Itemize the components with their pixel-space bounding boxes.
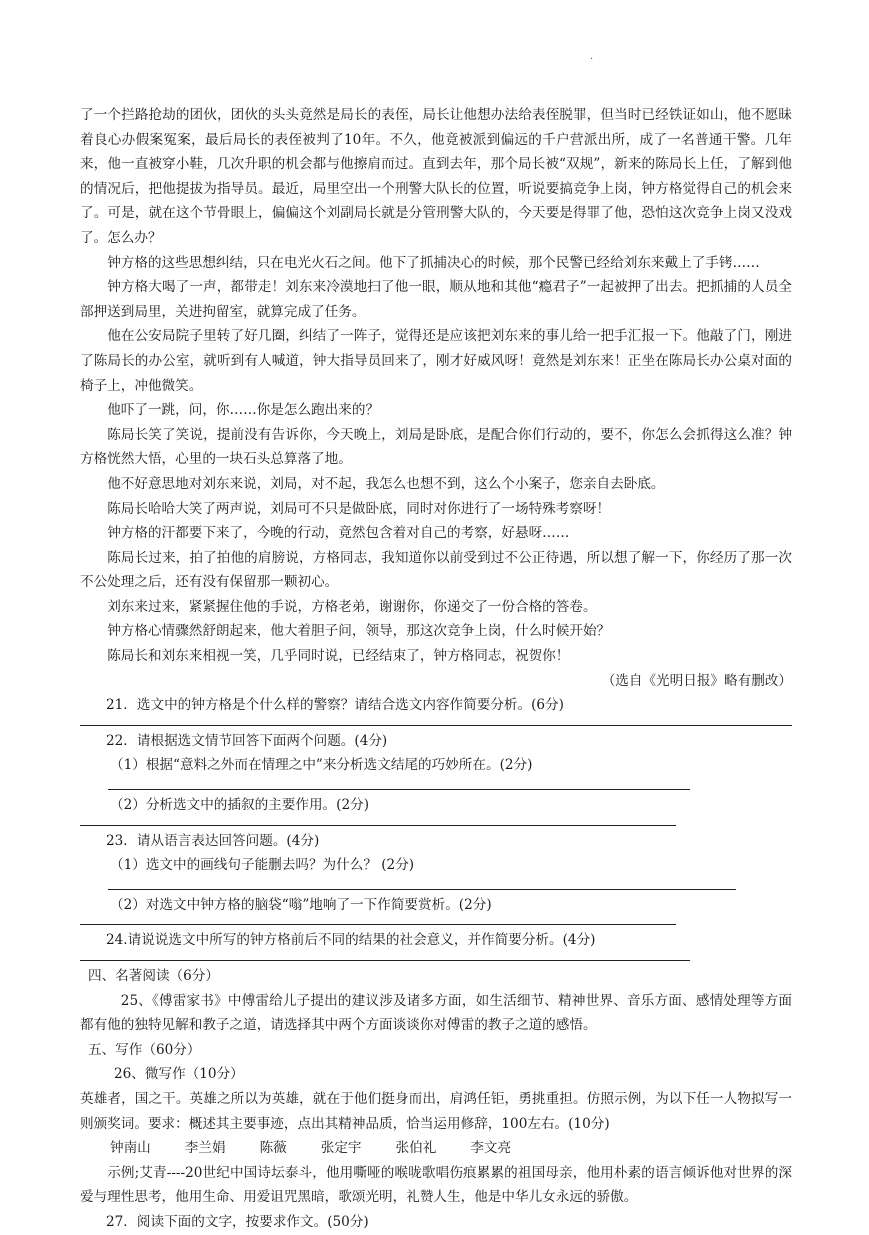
question-27: 27．阅读下面的文字，按要求作文。(50分) xyxy=(106,1213,369,1230)
story-paragraph-12: 钟方格心情骤然舒朗起来，他大着胆子问，领导，那这次竞争上岗，什么时候开始？ xyxy=(107,623,611,640)
hero-name: 张伯礼 xyxy=(395,1140,437,1157)
source-note: （选自《光明日报》略有删改） xyxy=(601,672,792,689)
question-21: 21．选文中的钟方格是个什么样的警察？请结合选文内容作简要分析。(6分) xyxy=(106,697,564,714)
example-award-text: 示例;艾青----20世纪中国诗坛泰斗，他用嘶哑的喉咙歌唱伤痕累累的祖国母亲，他用朴素的语言倾诉他对世界的深爱与理性思考，他用生命、用爱诅咒黑暗，歌颂光明，礼赞人生，他是中华儿女永远的骄傲。 xyxy=(80,1164,792,1206)
story-paragraph-3: 钟方格大喝了一声，都带走！刘东来冷漠地扫了他一眼，顺从地和其他“瘾君子”一起被押了出去。把抓捕的人员全部押送到局里，关进拘留室，就算完成了任务。 xyxy=(80,279,792,320)
question-22-2: （2）分析选文中的插叙的主要作用。(2分) xyxy=(110,797,369,814)
story-paragraph-8: 陈局长哈哈大笑了两声说，刘局可不只是做卧底，同时对你进行了一场特殊考察呀！ xyxy=(107,500,611,517)
answer-line-22-2[interactable] xyxy=(80,825,676,826)
hero-name: 陈薇 xyxy=(259,1140,287,1157)
story-paragraph-2: 钟方格的这些思想纠结，只在电光火石之间。他下了抓捕决心的时候，那个民警已经给刘东来戴上了手铐…… xyxy=(107,254,760,271)
story-paragraph-4: 他在公安局院子里转了好几圈，纠结了一阵子，觉得还是应该把刘东来的事儿给一把手汇报一下。他敲了门，刚进了陈局长的办公室，就听到有人喊道，钟大指导员回来了，刚才好威风呀！竟然是刘东来！正坐在陈局长办公桌对面的椅子上，冲他微笑。 xyxy=(80,328,792,394)
page-content xyxy=(80,103,792,1235)
section-4-title: 四、名著阅读（6分） xyxy=(88,968,219,984)
story-paragraph-10: 陈局长过来，拍了拍他的肩膀说，方格同志，我知道你以前受到过不公正待遇，所以想了解一下，你经历了那一次不公处理之后，还有没有保留那一颗初心。 xyxy=(80,549,792,591)
story-paragraph-1: 了一个拦路抢劫的团伙，团伙的头头竟然是局长的表侄，局长让他想办法给表侄脱罪，但当时已经铁证如山，他不愿昧着良心办假案冤案，最后局长的表侄被判了10年。不久，他竟被派到偏远的千户营派出所，成了一名普通干警。几年来，他一直被穿小鞋，几次升职的机会都与他擦肩而过。直到去年，那个局长被“双规”，新来的陈局长上任，了解到他的情况后，把他提拔为指导员。最近，局里空出一个刑警大队长的位置，听说要搞竞争上岗，钟方格觉得自己的机会来了。可是，就在这个节骨眼上，偏偏这个刘副局长就是分管刑警大队的，今天要是得罪了他，恐怕这次竞争上岗又没戏了。怎么办？ xyxy=(80,107,792,246)
hero-name: 张定宇 xyxy=(320,1140,362,1157)
story-paragraph-7: 他不好意思地对刘东来说，刘局，对不起，我怎么也想不到，这么个小案子，您亲自去卧底。 xyxy=(107,475,665,492)
hero-name: 李文亮 xyxy=(470,1140,512,1157)
hero-name: 钟南山 xyxy=(110,1140,151,1157)
question-22: 22．请根据选文情节回答下面两个问题。(4分) xyxy=(106,732,388,749)
story-paragraph-13: 陈局长和刘东来相视一笑，几乎同时说，已经结束了，钟方格同志，祝贺你！ xyxy=(107,648,570,665)
answer-line-22-1[interactable] xyxy=(108,789,690,790)
story-paragraph-9: 钟方格的汗都要下来了，今晚的行动，竟然包含着对自己的考察，好悬呀…… xyxy=(107,525,570,542)
answer-line-21[interactable] xyxy=(80,725,792,726)
answer-line-24[interactable] xyxy=(80,960,690,961)
question-23-1: （1）选文中的画线句子能删去吗？为什么？ (2分) xyxy=(110,857,415,874)
story-paragraph-11: 刘东来过来，紧紧握住他的手说，方格老弟，谢谢你，你递交了一份合格的答卷。 xyxy=(107,598,597,615)
question-25: 25、《傅雷家书》中傅雷给儿子提出的建议涉及诸多方面，如生活细节、精神世界、音乐方面、感情处理等方面都有他的独特见解和教子之道，请选择其中两个方面谈谈你对傅雷的教子之道的感悟。 xyxy=(80,992,792,1034)
story-paragraph-6: 陈局长笑了笑说，提前没有告诉你，今天晚上，刘局是卧底，是配合你们行动的，要不，你怎么会抓得这么准？钟方格恍然大悟，心里的一块石头总算落了地。 xyxy=(80,426,792,468)
story-paragraph-5: 他吓了一跳，问，你……你是怎么跑出来的？ xyxy=(107,402,380,419)
question-26-text: 英雄者，国之干。英雄之所以为英雄，就在于他们挺身而出，肩鸿任钜，勇挑重担。仿照示例，为以下任一人物拟写一则颁奖词。要求：概述其主要事迹，点出其精神品质，恰当运用修辞，100左右。(10分) xyxy=(80,1090,792,1132)
hero-name: 李兰娟 xyxy=(184,1140,226,1157)
question-23-2: （2）对选文中钟方格的脑袋“嗡”地响了一下作简要赏析。(2分) xyxy=(110,896,492,913)
question-26-title: 26、微写作（10分） xyxy=(114,1066,244,1083)
question-23: 23．请从语言表达回答问题。(4分) xyxy=(106,832,320,849)
answer-line-23-1[interactable] xyxy=(108,889,736,890)
question-22-1: （1）根据“意料之外而在情理之中”来分析选文结尾的巧妙所在。(2分) xyxy=(110,757,533,774)
header-dot: · xyxy=(590,54,594,65)
answer-line-23-2[interactable] xyxy=(80,924,676,925)
question-24: 24.请说说选文中所写的钟方格前后不同的结果的社会意义，并作简要分析。(4分) xyxy=(106,932,596,949)
section-5-title: 五、写作（60分） xyxy=(88,1041,201,1058)
hero-name-list xyxy=(80,1136,792,1161)
